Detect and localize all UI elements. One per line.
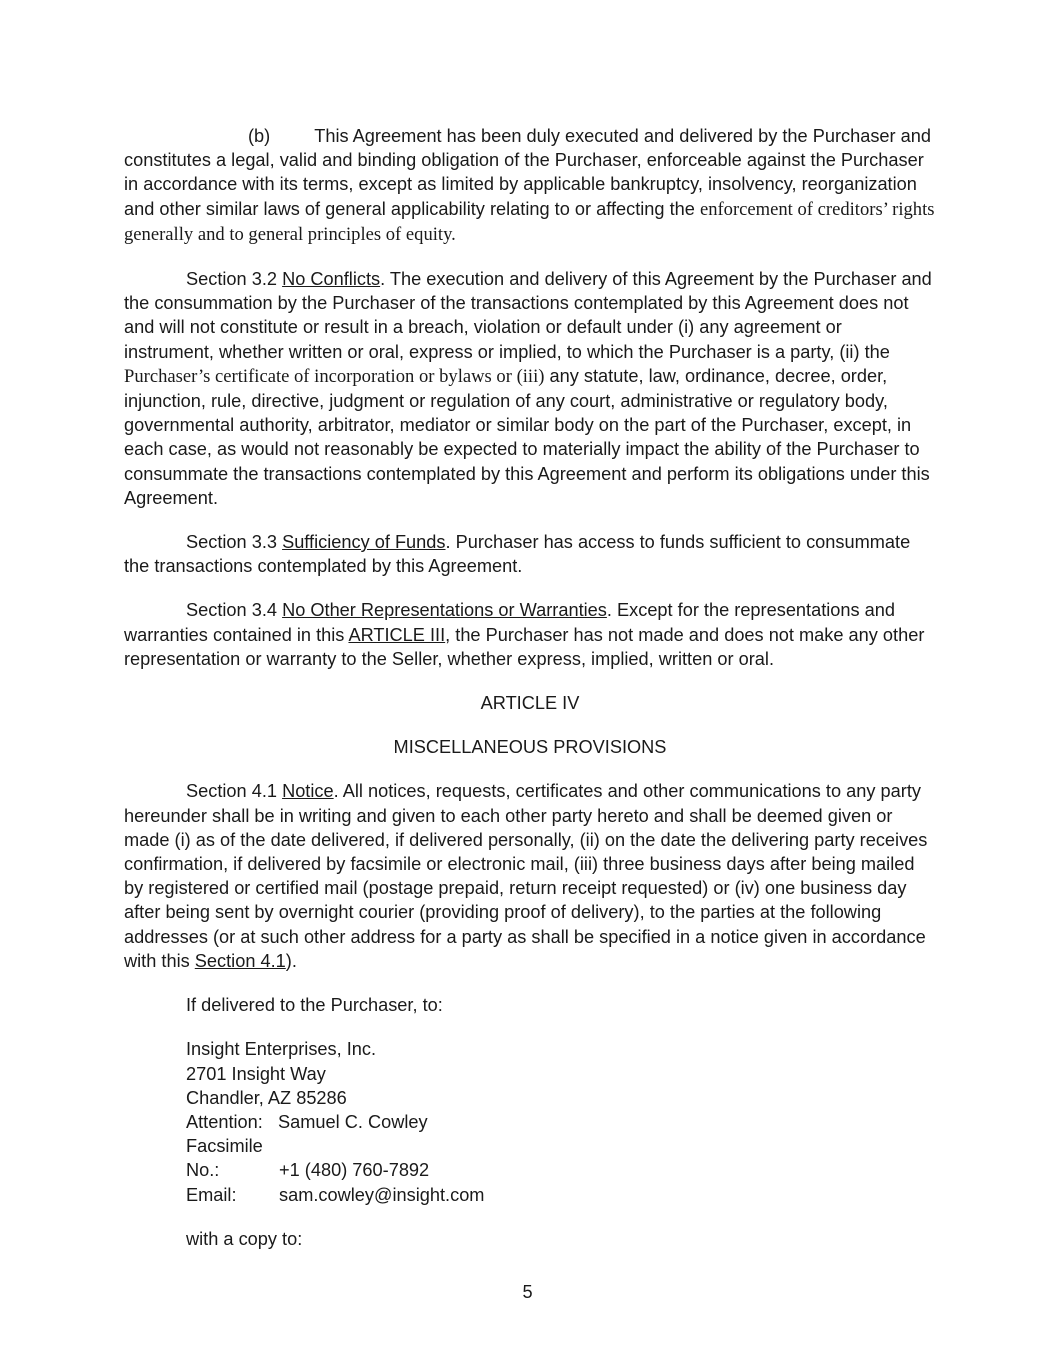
section-3-3-text: . Purchaser has access to funds sufficient to consummate the transactions contemplated by this Agreement. xyxy=(124,532,911,577)
page-number: 5 xyxy=(522,1282,533,1302)
section-3-2-text: . The execution and delivery of this Agreement by the Purchaser and the consummation by the Purchaser of the transactions contemplated by this Agreement does not and will not constitute or result in a breach, violation or default under (i) any agreement or instrument, whether written or oral, express or implied, to which the Purchaser is a party, (ii) the xyxy=(124,269,932,362)
section-3-4-text-b: , the Purchaser has not made and does not make any other representation or warranty to the Seller, whether express, implied, written or oral. xyxy=(124,624,925,669)
email-label: Email: xyxy=(186,1184,237,1205)
address-fax xyxy=(186,1134,936,1182)
section-3-3 xyxy=(124,530,936,578)
paragraph-3-1-b xyxy=(124,124,936,247)
section-4-1-text-end: ). xyxy=(285,950,297,971)
delivery-intro: If delivered to the Purchaser, to: xyxy=(186,995,443,1016)
para-b-text-end: enforcement of creditors’ rights generally and to general principles of equity. xyxy=(124,198,935,245)
address-company: Insight Enterprises, Inc. xyxy=(186,1039,377,1060)
address-attention xyxy=(186,1110,936,1134)
section-4-1-heading: Notice xyxy=(282,781,334,802)
section-3-2-text-end: any statute, law, ordinance, decree, order, injunction, rule, directive, judgment or regulation of any court, administrative or regulatory body, governmental authority, arbitrator, mediator or similar body on the part of the Purchaser, except, in each case, as would not reasonably be expected to materially impact the ability of the Purchaser to consummate the transactions contemplated by this Agreement and perform its obligations under this Agreement. xyxy=(124,365,930,508)
address-city: Chandler, AZ 85286 xyxy=(186,1087,347,1108)
email-value: sam.cowley@insight.com xyxy=(279,1184,485,1205)
section-3-4-text-a: . Except for the representations and warranties contained in this xyxy=(124,600,896,645)
section-3-3-heading: Sufficiency of Funds xyxy=(282,532,446,553)
para-b-label: (b) xyxy=(248,126,271,146)
fax-value: +1 (480) 760-7892 xyxy=(279,1160,430,1181)
section-3-2-heading: No Conflicts xyxy=(282,269,381,290)
section-4-1-number: Section 4.1 xyxy=(186,781,277,802)
address-block xyxy=(186,1037,936,1206)
section-3-3-number: Section 3.3 xyxy=(186,532,277,553)
section-3-4 xyxy=(124,598,936,671)
section-4-1-reference: Section 4.1 xyxy=(194,950,286,971)
section-3-2-text-serif: Purchaser’s certificate of incorporation or bylaws or (iii) xyxy=(124,365,545,387)
para-b-text: This Agreement has been duly executed and delivered by the Purchaser and constitutes a legal, valid and binding obligation of the Purchaser, enforceable against the Purchaser in accordance with its terms, except as limited by applicable bankruptcy, insolvency, reorganization and other similar laws of general applicability relating to or affecting the xyxy=(124,126,931,219)
copy-to: with a copy to: xyxy=(186,1228,303,1249)
section-4-1 xyxy=(124,779,936,973)
attention-label: Attention: xyxy=(186,1111,263,1132)
fax-label: Facsimile No.: xyxy=(186,1136,263,1181)
section-3-4-heading: No Other Representations or Warranties xyxy=(282,600,607,621)
article-iii-reference: ARTICLE III xyxy=(348,624,446,645)
article-title: ARTICLE IV xyxy=(480,693,580,714)
section-3-4-number: Section 3.4 xyxy=(186,600,277,621)
address-street: 2701 Insight Way xyxy=(186,1063,326,1084)
attention-value: Samuel C. Cowley xyxy=(278,1111,428,1132)
section-3-2-number: Section 3.2 xyxy=(186,269,277,290)
article-subtitle: MISCELLANEOUS PROVISIONS xyxy=(393,737,667,758)
document-page xyxy=(124,124,936,1251)
section-4-1-text: . All notices, requests, certificates and other communications to any party hereunder shall be in writing and given to each other party hereto and shall be deemed given or made (i) as of the date delivered, if delivered personally, (ii) on the date the delivering party receives confirmation, if delivered by facsimile or electronic mail, (iii) three business days after being mailed by registered or certified mail (postage prepaid, return receipt requested) or (iv) one business day after being sent by overnight courier (providing proof of delivery), to the parties at the following addresses (or at such other address for a party as shall be specified in a notice given in accordance with this xyxy=(124,781,928,971)
address-email xyxy=(186,1183,936,1207)
section-3-2 xyxy=(124,267,936,510)
